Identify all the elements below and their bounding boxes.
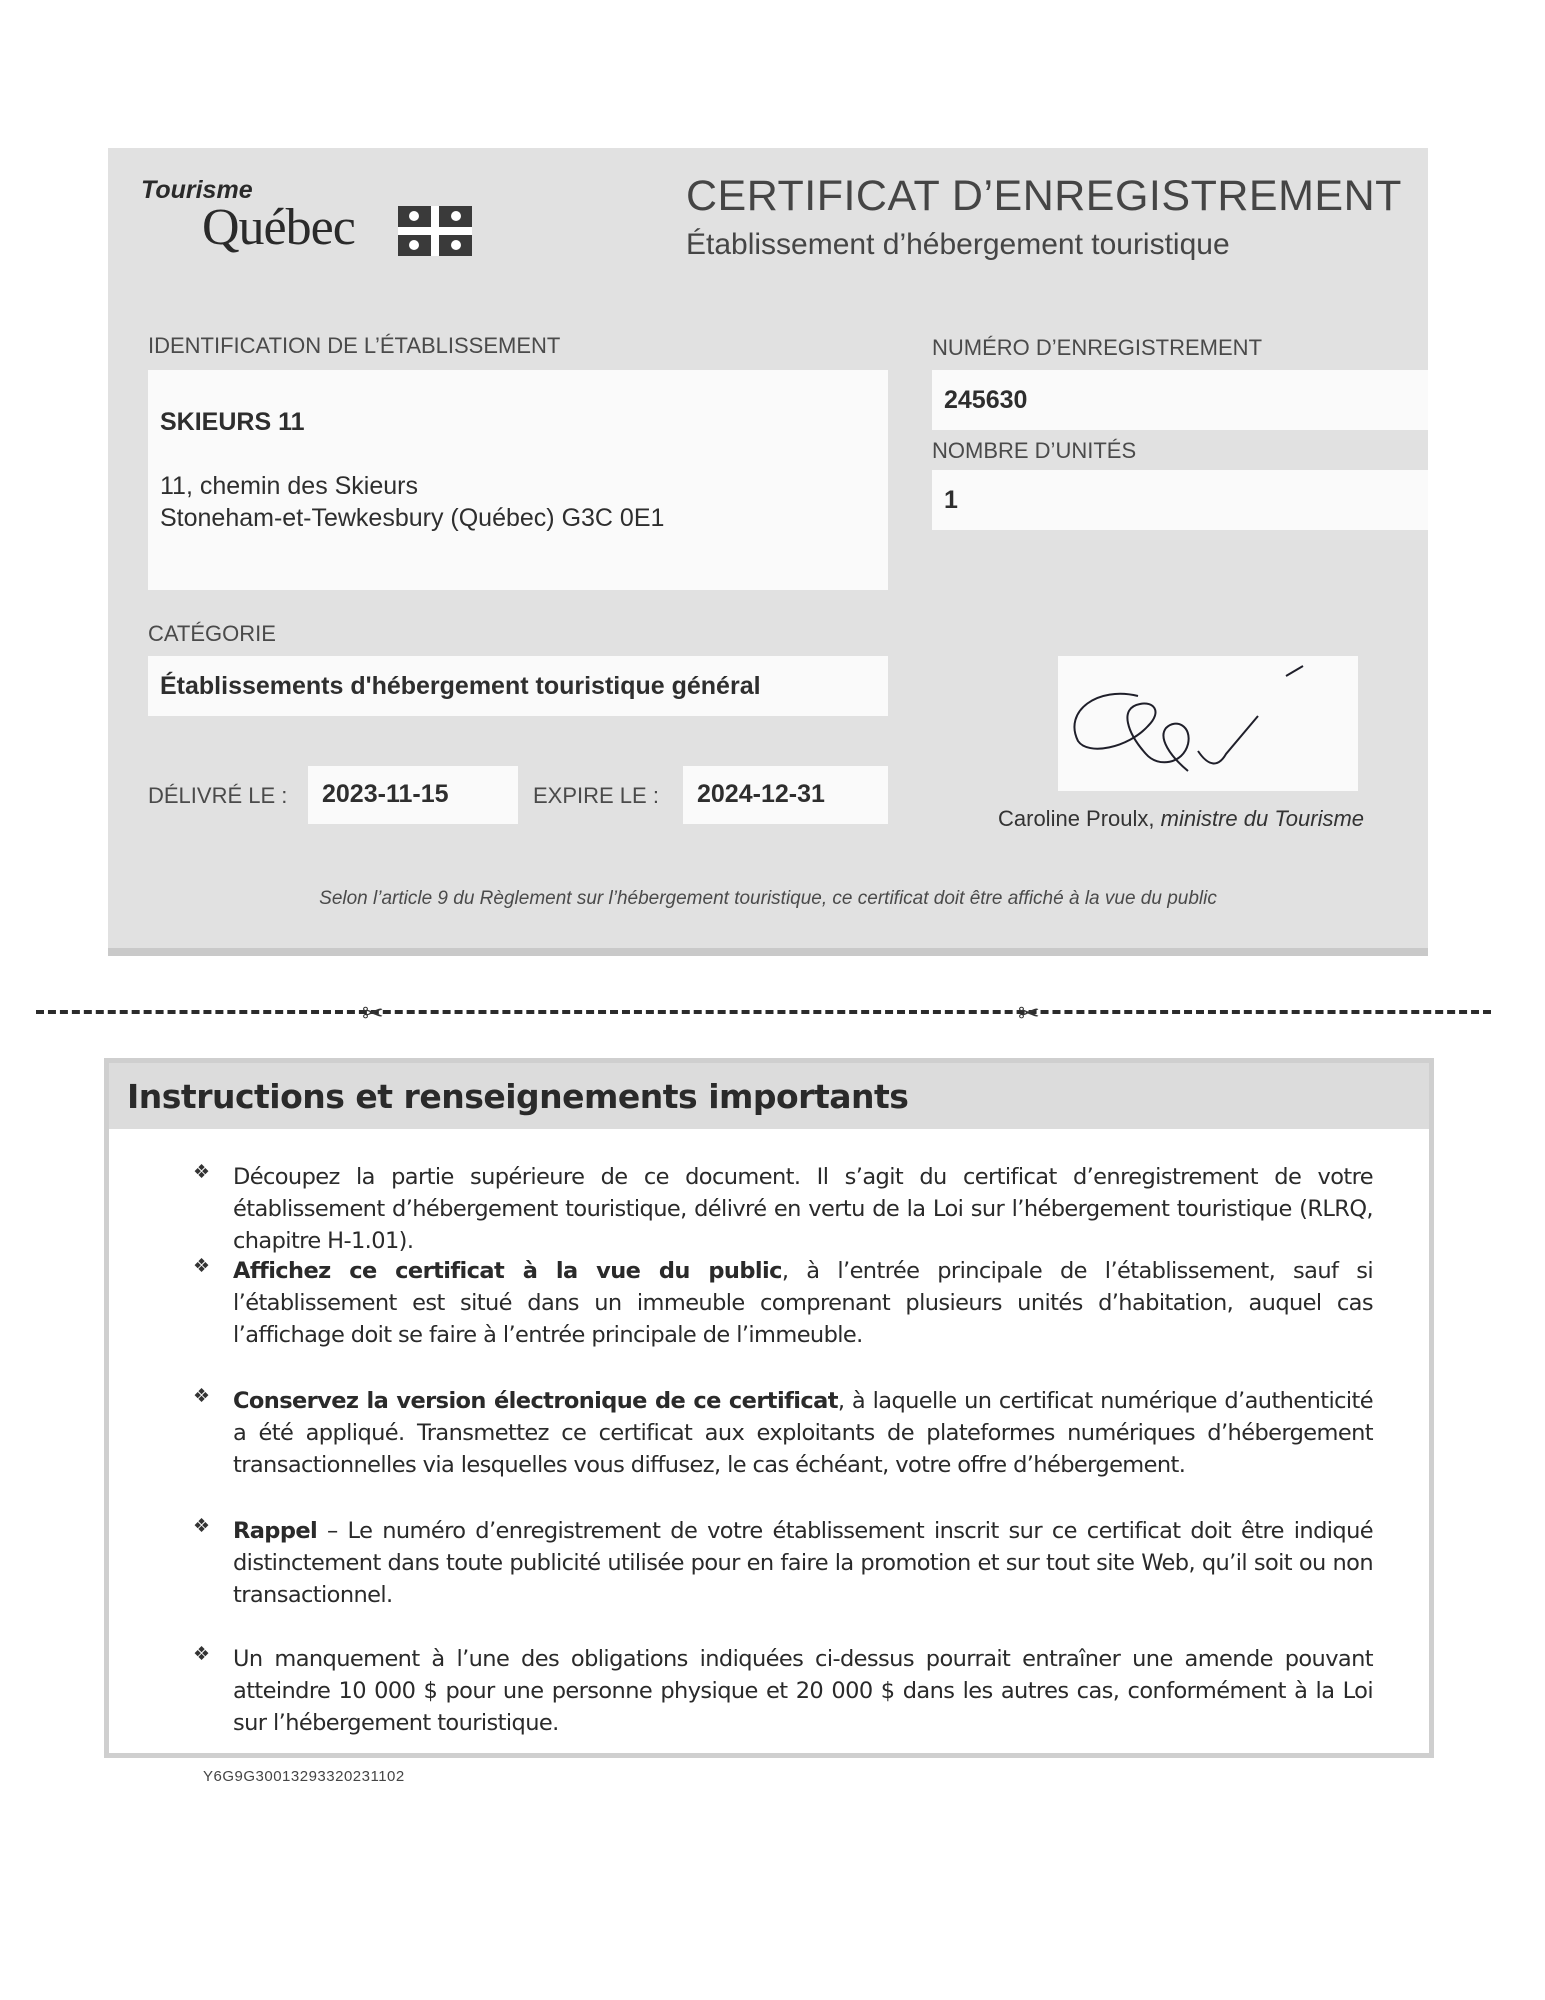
expires-box [683, 766, 888, 824]
expires-date: 2024-12-31 [697, 780, 825, 808]
instruction-text: Rappel – Le numéro d’enregistrement de votre établissement inscrit sur ce certificat doit être indiqué distinctement dans toute publicité utilisée pour en faire la promotion et sur tout site Web, qu’il soit ou non transactionnel. [233, 1518, 1373, 1608]
diamond-bullet-icon: ❖ [193, 1162, 211, 1183]
certificate-subtitle: Établissement d’hébergement touristique [686, 228, 1230, 261]
establishment-name: SKIEURS 11 [160, 408, 305, 436]
category-value: Établissements d'hébergement touristique général [160, 672, 761, 700]
diamond-bullet-icon: ❖ [193, 1256, 211, 1277]
instructions-header [109, 1063, 1429, 1129]
registration-number-box [932, 370, 1428, 430]
certificate-title: CERTIFICAT D’ENREGISTREMENT [686, 172, 1402, 220]
instruction-text: Affichez ce certificat à la vue du public, à l’entrée principale de l’établissement, sauf si l’établissement est situé dans un immeuble comprenant plusieurs unités d’habitation, auquel cas l’affichage doit se faire à l’entrée principale de l’immeuble. [233, 1258, 1374, 1348]
issued-date: 2023-11-15 [322, 780, 449, 808]
diamond-bullet-icon: ❖ [193, 1644, 211, 1665]
document-code: Y6G9G30013293320231102 [203, 1768, 405, 1785]
signature-box [1058, 656, 1358, 791]
instruction-item [193, 1643, 1373, 1739]
category-label: CATÉGORIE [148, 621, 276, 646]
address-line-1: 11, chemin des Skieurs [160, 472, 418, 500]
expires-label: EXPIRE LE : [533, 783, 659, 808]
instruction-text: Conservez la version électronique de ce certificat, à laquelle un certificat numérique d’authenticité a été appliqué. Transmettez ce certificat aux exploitants de plateformes numériques d’hébergement transactionnelles via lesquelles vous diffusez, le cas échéant, votre offre d’hébergement. [233, 1388, 1373, 1478]
establishment-box [148, 370, 888, 590]
issued-box [308, 766, 518, 824]
instruction-text: Découpez la partie supérieure de ce document. Il s’agit du certificat d’enregistrement de votre établissement d’hébergement touristique, délivré en vertu de la Loi sur l’hébergement touristique (RLRQ, chapitre H-1.01). [233, 1164, 1373, 1254]
units-label: NOMBRE D’UNITÉS [932, 438, 1137, 463]
signatory [998, 806, 1364, 832]
display-notice: Selon l’article 9 du Règlement sur l’hébergement touristique, ce certificat doit être affiché à la vue du public [319, 888, 1217, 909]
certificate [108, 148, 1428, 956]
instruction-text: Un manquement à l’une des obligations indiquées ci-dessus pourrait entraîner une amende pouvant atteindre 10 000 $ pour une personne physique et 20 000 $ dans les autres cas, conformément à la Loi sur l’hébergement touristique. [233, 1646, 1373, 1736]
instruction-item [193, 1255, 1373, 1351]
instructions-panel [104, 1058, 1434, 1758]
address-line-2: Stoneham-et-Tewkesbury (Québec) G3C 0E1 [160, 504, 665, 532]
logo-tourisme-text: Tourisme [141, 176, 253, 204]
units-box [932, 470, 1428, 530]
cut-line [36, 1010, 1491, 1014]
instruction-item [193, 1161, 1373, 1257]
logo-quebec-text: Québec [202, 199, 355, 256]
instruction-item [193, 1385, 1373, 1481]
diamond-bullet-icon: ❖ [193, 1386, 211, 1407]
registration-number-label: NUMÉRO D’ENREGISTREMENT [932, 335, 1263, 360]
scissors-icon: ✂ [362, 998, 384, 1028]
diamond-bullet-icon: ❖ [193, 1516, 211, 1537]
signatory-name: Caroline Proulx, [998, 806, 1155, 831]
scissors-icon: ✂ [1018, 998, 1040, 1028]
registration-number: 245630 [944, 386, 1028, 414]
issued-label: DÉLIVRÉ LE : [148, 783, 288, 808]
category-box [148, 656, 888, 716]
units-value: 1 [944, 486, 958, 514]
instruction-item [193, 1515, 1373, 1611]
establishment-label: IDENTIFICATION DE L’ÉTABLISSEMENT [148, 333, 561, 358]
quebec-flag-icon [398, 206, 472, 256]
signature-image [1058, 656, 1358, 791]
instructions-title: Instructions et renseignements importants [127, 1077, 909, 1116]
signatory-role: ministre du Tourisme [1160, 806, 1365, 831]
